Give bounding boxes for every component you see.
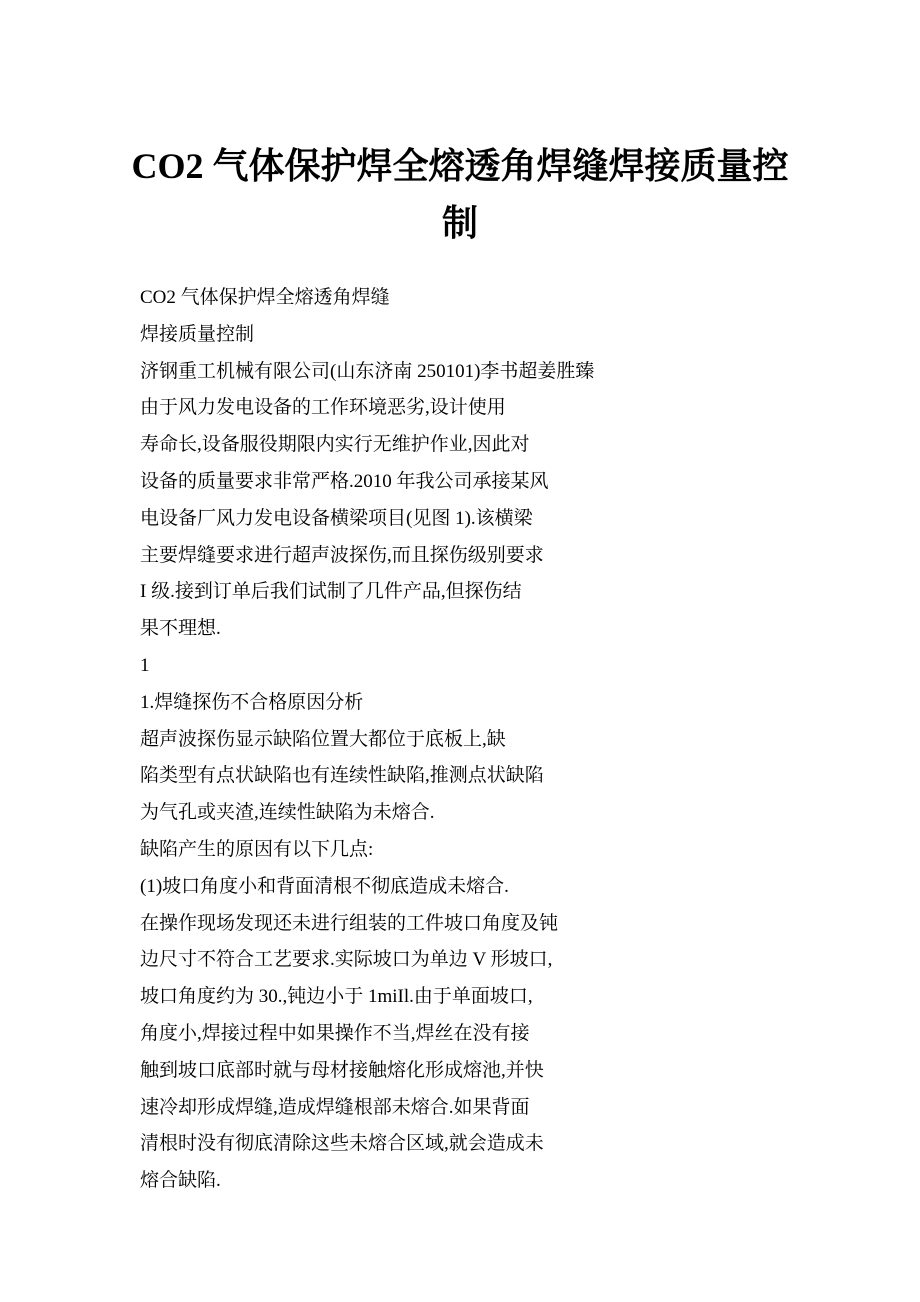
paragraph-line: (1)坡口角度小和背面清根不彻底造成未熔合. (140, 875, 509, 897)
paragraph-line: 速冷却形成焊缝,造成焊缝根部未熔合.如果背面 (140, 1096, 530, 1118)
paragraph-line: 电设备厂风力发电设备横梁项目(见图 1).该横梁 (140, 507, 533, 529)
paragraph-line: 角度小,焊接过程中如果操作不当,焊丝在没有接 (140, 1022, 530, 1044)
paragraph-line: I 级.接到订单后我们试制了几件产品,但探伤结 (140, 581, 522, 603)
paragraph-line: 设备的质量要求非常严格.2010 年我公司承接某风 (140, 470, 549, 492)
document-title (100, 138, 820, 252)
paragraph-line: 熔合缺陷. (140, 1170, 221, 1192)
paragraph-line: 坡口角度约为 30.,钝边小于 1miIl.由于单面坡口, (140, 986, 533, 1008)
paragraph-line: CO2 气体保护焊全熔透角焊缝 (140, 287, 390, 308)
paragraph-line: 1 (140, 654, 150, 676)
paragraph-line: 为气孔或夹渣,连续性缺陷为未熔合. (140, 802, 435, 824)
paragraph-line: 触到坡口底部时就与母材接触熔化形成熔池,并快 (140, 1059, 544, 1081)
paragraph-line: 寿命长,设备服役期限内实行无维护作业,因此对 (140, 434, 530, 456)
paragraph-line: 焊接质量控制 (140, 323, 255, 345)
paragraph-line: 陷类型有点状缺陷也有连续性缺陷,推测点状缺陷 (140, 765, 544, 787)
paragraph-line: 缺陷产生的原因有以下几点: (140, 838, 374, 860)
paragraph-line: 清根时没有彻底清除这些未熔合区域,就会造成未 (140, 1133, 544, 1155)
paragraph-line: 主要焊缝要求进行超声波探伤,而且探伤级别要求 (140, 544, 544, 566)
title-line: CO2 气体保护焊全熔透角焊缝焊接质量控 (131, 146, 789, 186)
paragraph-line: 1.焊缝探伤不合格原因分析 (140, 691, 364, 713)
paragraph-line: 在操作现场发现还未进行组装的工件坡口角度及钝 (140, 912, 559, 934)
paragraph-line: 边尺寸不符合工艺要求.实际坡口为单边 V 形坡口, (140, 949, 553, 971)
document-body (140, 280, 840, 1200)
paragraph-line: 由于风力发电设备的工作环境恶劣,设计使用 (140, 397, 506, 419)
paragraph-line: 超声波探伤显示缺陷位置大都位于底板上,缺 (140, 728, 506, 750)
paragraph-line: 果不理想. (140, 618, 221, 640)
paragraph-line: 济钢重工机械有限公司(山东济南 250101)李书超姜胜臻 (140, 360, 595, 382)
title-line: 制 (441, 203, 478, 243)
